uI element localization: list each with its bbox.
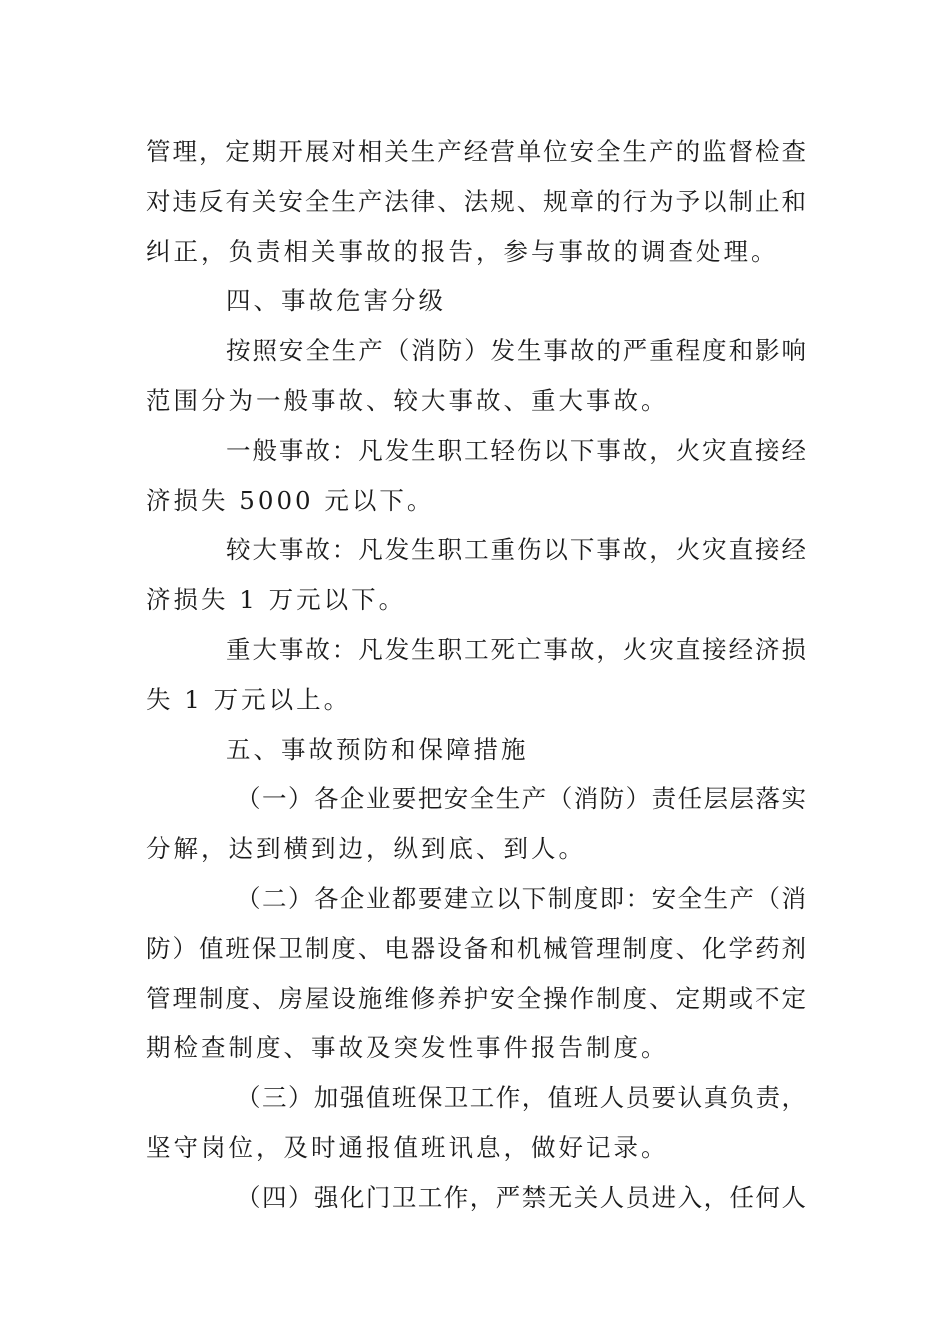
text-line: 管理制度、房屋设施维修养护安全操作制度、定期或不定 <box>146 983 806 1013</box>
text-line: 四、事故危害分级 <box>226 286 446 316</box>
text-line: 失 1 万元以上。 <box>146 684 352 714</box>
text-line: 分解，达到横到边，纵到底、到人。 <box>146 834 586 864</box>
text-line: 坚守岗位，及时通报值班讯息，做好记录。 <box>146 1132 669 1162</box>
text-line: （四）强化门卫工作，严禁无关人员进入，任何人 <box>236 1182 806 1212</box>
text-line: 五、事故预防和保障措施 <box>226 734 529 764</box>
text-line: 纠正，负责相关事故的报告，参与事故的调查处理。 <box>146 236 779 266</box>
text-line: （二）各企业都要建立以下制度即：安全生产（消 <box>236 883 806 913</box>
text-line: 范围分为一般事故、较大事故、重大事故。 <box>146 385 669 415</box>
text-line: 对违反有关安全生产法律、法规、规章的行为予以制止和 <box>146 186 806 216</box>
text-line: 一般事故：凡发生职工轻伤以下事故，火灾直接经 <box>226 435 806 465</box>
document-page <box>146 127 806 1223</box>
text-line: 按照安全生产（消防）发生事故的严重程度和影响 <box>226 336 806 366</box>
text-line: 较大事故：凡发生职工重伤以下事故，火灾直接经 <box>226 535 806 565</box>
text-line: 济损失 5000 元以下。 <box>146 485 435 515</box>
text-line: 重大事故：凡发生职工死亡事故，火灾直接经济损 <box>226 634 806 664</box>
text-line: 期检查制度、事故及突发性事件报告制度。 <box>146 1033 669 1063</box>
text-line: 防）值班保卫制度、电器设备和机械管理制度、化学药剂 <box>146 933 806 963</box>
text-line: 管理，定期开展对相关生产经营单位安全生产的监督检查 <box>146 137 806 166</box>
text-line: 济损失 1 万元以下。 <box>146 585 407 615</box>
text-line: （一）各企业要把安全生产（消防）责任层层落实 <box>236 784 806 814</box>
text-line: （三）加强值班保卫工作，值班人员要认真负责， <box>236 1083 806 1113</box>
